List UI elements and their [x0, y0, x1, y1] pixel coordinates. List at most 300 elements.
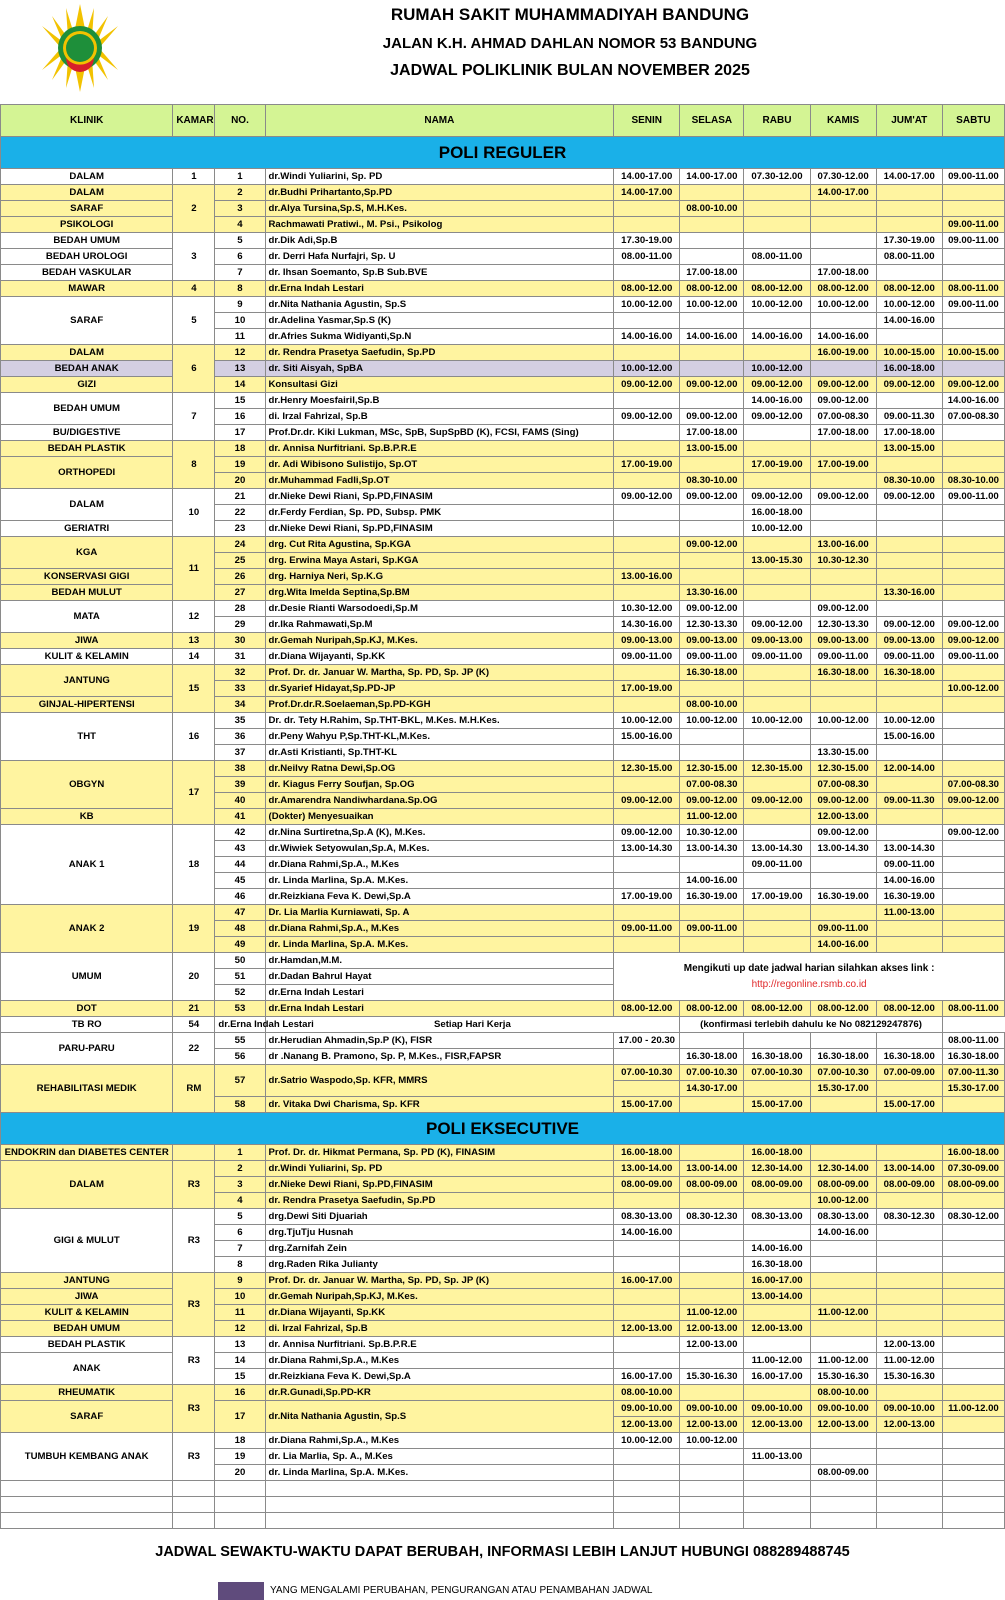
- time-cell: 13.30-16.00: [876, 585, 942, 601]
- doctor-name-cell: dr.Ika Rahmawati,Sp.M: [265, 617, 614, 633]
- time-cell: [876, 1081, 942, 1097]
- time-cell: 17.00-18.00: [680, 425, 744, 441]
- time-cell: [614, 425, 680, 441]
- time-cell: 09.00-12.00: [614, 793, 680, 809]
- time-cell: 12.00-13.00: [614, 1321, 680, 1337]
- col-header-kamar: KAMAR: [173, 105, 215, 137]
- time-cell: [876, 217, 942, 233]
- doctor-name-cell: Prof.Dr.dr.R.Soelaeman,Sp.PD-KGH: [265, 697, 614, 713]
- schedule-row: [1, 217, 1005, 233]
- doctor-name-cell: dr.Nita Nathania Agustin, Sp.S: [265, 297, 614, 313]
- time-cell: 09.00-10.00: [614, 1401, 680, 1417]
- schedule-row: [1, 425, 1005, 441]
- schedule-row: [1, 1305, 1005, 1321]
- room-cell: 2: [173, 185, 215, 233]
- time-cell: 07.00-10.30: [744, 1065, 810, 1081]
- time-cell: [942, 1097, 1004, 1113]
- schedule-row: [1, 457, 1005, 473]
- doctor-name-cell: dr.R.Gunadi,Sp.PD-KR: [265, 1385, 614, 1401]
- time-cell: [876, 1225, 942, 1241]
- number-cell: 26: [215, 569, 265, 585]
- time-cell: 11.00-12.00: [942, 1401, 1004, 1417]
- schedule-row: [1, 1337, 1005, 1353]
- time-cell: 10.00-12.00: [680, 297, 744, 313]
- number-cell: 41: [215, 809, 265, 825]
- number-cell: 7: [215, 265, 265, 281]
- clinic-cell: ENDOKRIN dan DIABETES CENTER: [1, 1145, 173, 1161]
- schedule-row: [1, 201, 1005, 217]
- time-cell: 08.00-09.00: [614, 1177, 680, 1193]
- room-cell: 18: [173, 825, 215, 905]
- time-cell: [942, 1337, 1004, 1353]
- time-cell: 09.00-10.00: [876, 1401, 942, 1417]
- number-cell: 55: [215, 1033, 265, 1049]
- schedule-row: [1, 569, 1005, 585]
- time-cell: 08.00-09.00: [810, 1177, 876, 1193]
- room-cell: 5: [173, 297, 215, 345]
- time-cell: 08.00-09.00: [744, 1177, 810, 1193]
- doctor-name-cell: dr.Erna Indah Lestari: [265, 1001, 614, 1017]
- schedule-row: [1, 393, 1005, 409]
- time-cell: [942, 1417, 1004, 1433]
- time-cell: [614, 1353, 680, 1369]
- time-cell: [942, 1289, 1004, 1305]
- time-cell: 12.30-15.00: [680, 761, 744, 777]
- clinic-cell: GERIATRI: [1, 521, 173, 537]
- col-header-rabu: RABU: [744, 105, 810, 137]
- schedule-row: [1, 713, 1005, 729]
- time-cell: 14.00-17.00: [680, 169, 744, 185]
- doctor-name-cell: dr.Amarendra Nandiwhardana.Sp.OG: [265, 793, 614, 809]
- time-cell: 16.30-18.00: [680, 1049, 744, 1065]
- time-cell: [680, 457, 744, 473]
- time-cell: [810, 1145, 876, 1161]
- time-cell: 09.00-12.00: [810, 601, 876, 617]
- time-cell: 09.00-13.00: [744, 633, 810, 649]
- room-cell: R3: [173, 1273, 215, 1337]
- time-cell: [942, 585, 1004, 601]
- time-cell: [744, 1433, 810, 1449]
- time-cell: 08.00-12.00: [876, 1001, 942, 1017]
- time-cell: 09.00-11.00: [614, 649, 680, 665]
- time-cell: [680, 569, 744, 585]
- number-cell: 23: [215, 521, 265, 537]
- time-cell: [614, 1289, 680, 1305]
- time-cell: [942, 1193, 1004, 1209]
- time-cell: [876, 825, 942, 841]
- time-cell: 07.00-10.30: [810, 1065, 876, 1081]
- room-cell: 19: [173, 905, 215, 953]
- number-cell: 4: [215, 217, 265, 233]
- time-cell: 09.00-12.00: [942, 793, 1004, 809]
- time-cell: 13.30-15.00: [810, 745, 876, 761]
- room-cell: [173, 1145, 215, 1161]
- doctor-name-cell: di. Irzal Fahrizal, Sp.B: [265, 1321, 614, 1337]
- time-cell: 16.00-19.00: [810, 345, 876, 361]
- schedule-table: [0, 104, 1005, 1529]
- time-cell: 16.30-18.00: [876, 1049, 942, 1065]
- time-cell: [680, 1145, 744, 1161]
- time-cell: [810, 697, 876, 713]
- time-cell: 09.00-11.00: [680, 921, 744, 937]
- time-cell: [876, 457, 942, 473]
- time-cell: [744, 681, 810, 697]
- number-cell: 20: [215, 473, 265, 489]
- time-cell: 09.00-12.00: [614, 377, 680, 393]
- time-cell: [876, 537, 942, 553]
- blank-cell: [810, 1481, 876, 1497]
- schedule-row: [1, 1433, 1005, 1449]
- time-cell: [744, 809, 810, 825]
- number-cell: 33: [215, 681, 265, 697]
- schedule-row: [1, 489, 1005, 505]
- time-cell: 08.00-12.00: [614, 1001, 680, 1017]
- blank-cell: [876, 1497, 942, 1513]
- number-cell: 19: [215, 457, 265, 473]
- time-cell: 08.00-11.00: [614, 249, 680, 265]
- blank-cell: [744, 1497, 810, 1513]
- schedule-row: [1, 649, 1005, 665]
- col-header-kamis: KAMIS: [810, 105, 876, 137]
- number-cell: 35: [215, 713, 265, 729]
- time-cell: 09.00-11.00: [942, 489, 1004, 505]
- number-cell: 1: [215, 169, 265, 185]
- time-cell: [876, 521, 942, 537]
- time-cell: [810, 585, 876, 601]
- time-cell: 09.00-12.00: [680, 601, 744, 617]
- clinic-cell: GIZI: [1, 377, 173, 393]
- time-cell: 16.30-19.00: [810, 889, 876, 905]
- time-cell: 09.00-12.00: [876, 377, 942, 393]
- time-cell: [614, 393, 680, 409]
- time-cell: [680, 393, 744, 409]
- time-cell: [680, 233, 744, 249]
- time-cell: [744, 905, 810, 921]
- time-cell: 08.00-12.00: [744, 281, 810, 297]
- col-header-nama: NAMA: [265, 105, 614, 137]
- number-cell: 7: [215, 1241, 265, 1257]
- clinic-cell: DALAM: [1, 169, 173, 185]
- time-cell: 14.30-16.00: [614, 617, 680, 633]
- doctor-name-cell: dr.Nieke Dewi Riani, Sp.PD,FINASIM: [265, 489, 614, 505]
- time-cell: 10.00-12.00: [614, 297, 680, 313]
- time-cell: 13.00-14.00: [614, 1161, 680, 1177]
- time-cell: 17.00-19.00: [744, 889, 810, 905]
- doctor-name-cell: dr.Diana Wijayanti, Sp.KK: [265, 1305, 614, 1321]
- room-cell: 15: [173, 665, 215, 713]
- blank-cell: [744, 1481, 810, 1497]
- time-cell: [614, 201, 680, 217]
- schedule-row: [1, 1273, 1005, 1289]
- number-cell: 47: [215, 905, 265, 921]
- time-cell: 09.00-13.00: [810, 633, 876, 649]
- clinic-cell: SARAF: [1, 201, 173, 217]
- time-cell: 09.00-11.00: [876, 857, 942, 873]
- doctor-name-cell: dr.Henry Moesfairil,Sp.B: [265, 393, 614, 409]
- schedule-row: [1, 697, 1005, 713]
- time-cell: 16.30-18.00: [680, 665, 744, 681]
- time-cell: 16.00-17.00: [614, 1273, 680, 1289]
- number-cell: 1: [215, 1145, 265, 1161]
- time-cell: 09.00-11.30: [876, 793, 942, 809]
- time-cell: [942, 1433, 1004, 1449]
- schedule-row: [1, 521, 1005, 537]
- time-cell: 12.00-13.00: [876, 1337, 942, 1353]
- time-cell: 07.00-08.30: [942, 777, 1004, 793]
- time-cell: 11.00-12.00: [680, 809, 744, 825]
- time-cell: 14.00-16.00: [680, 329, 744, 345]
- blank-cell: [876, 1513, 942, 1529]
- time-cell: 09.00-12.00: [810, 489, 876, 505]
- time-cell: 14.30-17.00: [680, 1081, 744, 1097]
- time-cell: 17.00 - 20.30: [614, 1033, 680, 1049]
- time-cell: 11.00-12.00: [810, 1353, 876, 1369]
- time-cell: [942, 457, 1004, 473]
- time-cell: [744, 1385, 810, 1401]
- time-cell: 09.00-12.00: [680, 537, 744, 553]
- doctor-name-cell: drg. Erwina Maya Astari, Sp.KGA: [265, 553, 614, 569]
- time-cell: 16.30-19.00: [680, 889, 744, 905]
- room-cell: 1: [173, 169, 215, 185]
- time-cell: [614, 1081, 680, 1097]
- clinic-cell: BEDAH UMUM: [1, 393, 173, 425]
- room-cell: 21: [173, 1001, 215, 1017]
- time-cell: 16.00-17.00: [744, 1369, 810, 1385]
- time-cell: 09.00-11.30: [876, 409, 942, 425]
- time-cell: 12.00-13.00: [810, 809, 876, 825]
- clinic-cell: UMUM: [1, 953, 173, 1001]
- schedule-row: [1, 953, 1005, 969]
- time-cell: 14.00-17.00: [810, 185, 876, 201]
- time-cell: [942, 665, 1004, 681]
- time-cell: 09.00-12.00: [680, 409, 744, 425]
- blank-cell: [173, 1497, 215, 1513]
- clinic-cell: SARAF: [1, 297, 173, 345]
- time-cell: 15.00-16.00: [614, 729, 680, 745]
- time-cell: [680, 345, 744, 361]
- time-cell: [942, 313, 1004, 329]
- clinic-cell: MATA: [1, 601, 173, 633]
- time-cell: 09.00-12.00: [744, 377, 810, 393]
- time-cell: 07.00-08.30: [680, 777, 744, 793]
- time-cell: 09.00-11.00: [942, 233, 1004, 249]
- time-cell: [614, 1257, 680, 1273]
- time-cell: 13.00-14.30: [614, 841, 680, 857]
- number-cell: 20: [215, 1465, 265, 1481]
- time-cell: [614, 1305, 680, 1321]
- clinic-cell: PARU-PARU: [1, 1033, 173, 1065]
- time-cell: [744, 825, 810, 841]
- doctor-name-cell: di. Irzal Fahrizal, Sp.B: [265, 409, 614, 425]
- blank-cell: [173, 1513, 215, 1529]
- room-cell: 4: [173, 281, 215, 297]
- number-cell: 6: [215, 249, 265, 265]
- time-cell: 08.30-10.00: [876, 473, 942, 489]
- time-cell: 08.00-12.00: [810, 1001, 876, 1017]
- doctor-name-cell: drg.Dewi Siti Djuariah: [265, 1209, 614, 1225]
- time-cell: [680, 1385, 744, 1401]
- time-cell: [744, 1337, 810, 1353]
- room-cell: 13: [173, 633, 215, 649]
- doctor-name-cell: dr. Rendra Prasetya Saefudin, Sp.PD: [265, 1193, 614, 1209]
- time-cell: [744, 1033, 810, 1049]
- number-cell: 42: [215, 825, 265, 841]
- time-cell: [744, 313, 810, 329]
- time-cell: [810, 729, 876, 745]
- time-cell: [876, 681, 942, 697]
- time-cell: 09.00-11.00: [614, 921, 680, 937]
- clinic-cell: GINJAL-HIPERTENSI: [1, 697, 173, 713]
- time-cell: 09.00-13.00: [614, 633, 680, 649]
- schedule-row: [1, 1033, 1005, 1049]
- time-cell: [876, 329, 942, 345]
- clinic-cell: SARAF: [1, 1401, 173, 1433]
- time-cell: 17.00-19.00: [744, 457, 810, 473]
- time-cell: 16.30-18.00: [810, 1049, 876, 1065]
- number-cell: 32: [215, 665, 265, 681]
- doctor-name-cell: drg.Raden Rika Julianty: [265, 1257, 614, 1273]
- time-cell: 09.00-12.00: [744, 793, 810, 809]
- number-cell: 15: [215, 1369, 265, 1385]
- time-cell: [744, 473, 810, 489]
- time-cell: 08.00-10.00: [810, 1385, 876, 1401]
- time-cell: [680, 937, 744, 953]
- time-cell: [942, 1305, 1004, 1321]
- clinic-cell: KGA: [1, 537, 173, 569]
- schedule-row: [1, 441, 1005, 457]
- doctor-name-cell: dr.Ferdy Ferdian, Sp. PD, Subsp. PMK: [265, 505, 614, 521]
- room-cell: 22: [173, 1033, 215, 1065]
- number-cell: 28: [215, 601, 265, 617]
- time-cell: 08.00-09.00: [680, 1177, 744, 1193]
- section-header-regular: [1, 137, 1005, 169]
- time-cell: [680, 745, 744, 761]
- time-cell: [876, 265, 942, 281]
- number-cell: 13: [215, 1337, 265, 1353]
- number-cell: 18: [215, 1433, 265, 1449]
- time-cell: [614, 937, 680, 953]
- time-cell: [876, 505, 942, 521]
- room-cell: RM: [173, 1065, 215, 1113]
- section-title: POLI EKSECUTIVE: [1, 1113, 1005, 1145]
- time-cell: [942, 1465, 1004, 1481]
- time-cell: [942, 553, 1004, 569]
- time-cell: [810, 1257, 876, 1273]
- time-cell: [614, 441, 680, 457]
- schedule-row: [1, 537, 1005, 553]
- doctor-name-cell: dr.Hamdan,M.M.: [265, 953, 614, 969]
- time-cell: 08.00-09.00: [810, 1465, 876, 1481]
- time-cell: 10.30-12.30: [810, 553, 876, 569]
- time-cell: 09.00-11.00: [744, 649, 810, 665]
- time-cell: 13.00-15.00: [876, 441, 942, 457]
- time-cell: 12.30-14.00: [744, 1161, 810, 1177]
- note-text: Mengikuti up date jadwal harian silahkan akses link :: [683, 962, 935, 974]
- time-cell: 13.00-15.00: [680, 441, 744, 457]
- time-cell: 17.00-19.00: [810, 457, 876, 473]
- time-cell: 16.30-18.00: [876, 665, 942, 681]
- time-cell: 14.00-17.00: [614, 185, 680, 201]
- time-cell: [942, 889, 1004, 905]
- time-cell: 14.00-16.00: [876, 313, 942, 329]
- time-cell: 09.00-11.00: [744, 857, 810, 873]
- time-cell: 10.00-12.00: [614, 361, 680, 377]
- time-cell: [614, 553, 680, 569]
- blank-cell: [680, 1497, 744, 1513]
- time-cell: [810, 313, 876, 329]
- time-cell: 10.30-12.00: [614, 601, 680, 617]
- time-cell: 08.30-13.00: [614, 1209, 680, 1225]
- time-cell: 09.00-11.00: [810, 649, 876, 665]
- time-cell: [810, 1449, 876, 1465]
- time-cell: [876, 1289, 942, 1305]
- clinic-cell: TB RO: [1, 1017, 173, 1033]
- time-cell: 09.00-12.00: [680, 489, 744, 505]
- room-cell: 8: [173, 441, 215, 489]
- time-cell: 09.00-12.00: [744, 617, 810, 633]
- number-cell: 19: [215, 1449, 265, 1465]
- time-cell: [810, 1033, 876, 1049]
- doctor-name-cell: dr.Neilvy Ratna Dewi,Sp.OG: [265, 761, 614, 777]
- time-cell: [942, 329, 1004, 345]
- schedule-row: [1, 585, 1005, 601]
- time-cell: 10.00-12.00: [942, 681, 1004, 697]
- clinic-cell: JANTUNG: [1, 665, 173, 697]
- time-cell: 12.30-14.00: [810, 1161, 876, 1177]
- doctor-name-cell: dr.Erna Indah Lestari: [265, 281, 614, 297]
- time-cell: [942, 713, 1004, 729]
- time-cell: 13.00-14.30: [744, 841, 810, 857]
- blank-cell: [614, 1513, 680, 1529]
- time-cell: [810, 1097, 876, 1113]
- time-cell: [614, 217, 680, 233]
- time-cell: [876, 745, 942, 761]
- time-cell: [810, 201, 876, 217]
- room-cell: 6: [173, 345, 215, 393]
- time-cell: 17.00-18.00: [810, 265, 876, 281]
- schedule-row: [1, 1161, 1005, 1177]
- time-cell: 07.00-09.00: [876, 1065, 942, 1081]
- time-cell: 11.00-12.00: [810, 1305, 876, 1321]
- time-cell: [810, 569, 876, 585]
- time-cell: [680, 217, 744, 233]
- blank-cell: [1, 1497, 173, 1513]
- time-cell: 09.00-12.00: [810, 393, 876, 409]
- doctor-name-cell: dr.Afries Sukma Widiyanti,Sp.N: [265, 329, 614, 345]
- number-cell: 6: [215, 1225, 265, 1241]
- time-cell: [876, 921, 942, 937]
- time-cell: [942, 441, 1004, 457]
- time-cell: [942, 729, 1004, 745]
- time-cell: [680, 1273, 744, 1289]
- time-cell: 07.00-08.30: [810, 777, 876, 793]
- number-cell: 12: [215, 1321, 265, 1337]
- regonline-link[interactable]: http://regonline.rsmb.co.id: [751, 978, 867, 990]
- time-cell: [942, 697, 1004, 713]
- time-cell: 08.00-12.00: [614, 281, 680, 297]
- blank-cell: [265, 1513, 614, 1529]
- time-cell: 08.00-12.00: [680, 1001, 744, 1017]
- time-cell: 09.00-12.00: [614, 489, 680, 505]
- time-cell: 16.00-17.00: [744, 1273, 810, 1289]
- schedule-row: [1, 1321, 1005, 1337]
- time-cell: 15.00-17.00: [876, 1097, 942, 1113]
- schedule-row: [1, 265, 1005, 281]
- number-cell: 25: [215, 553, 265, 569]
- time-cell: [810, 233, 876, 249]
- doctor-name-cell: dr.Reizkiana Feva K. Dewi,Sp.A: [265, 1369, 614, 1385]
- time-cell: 08.30-10.00: [680, 473, 744, 489]
